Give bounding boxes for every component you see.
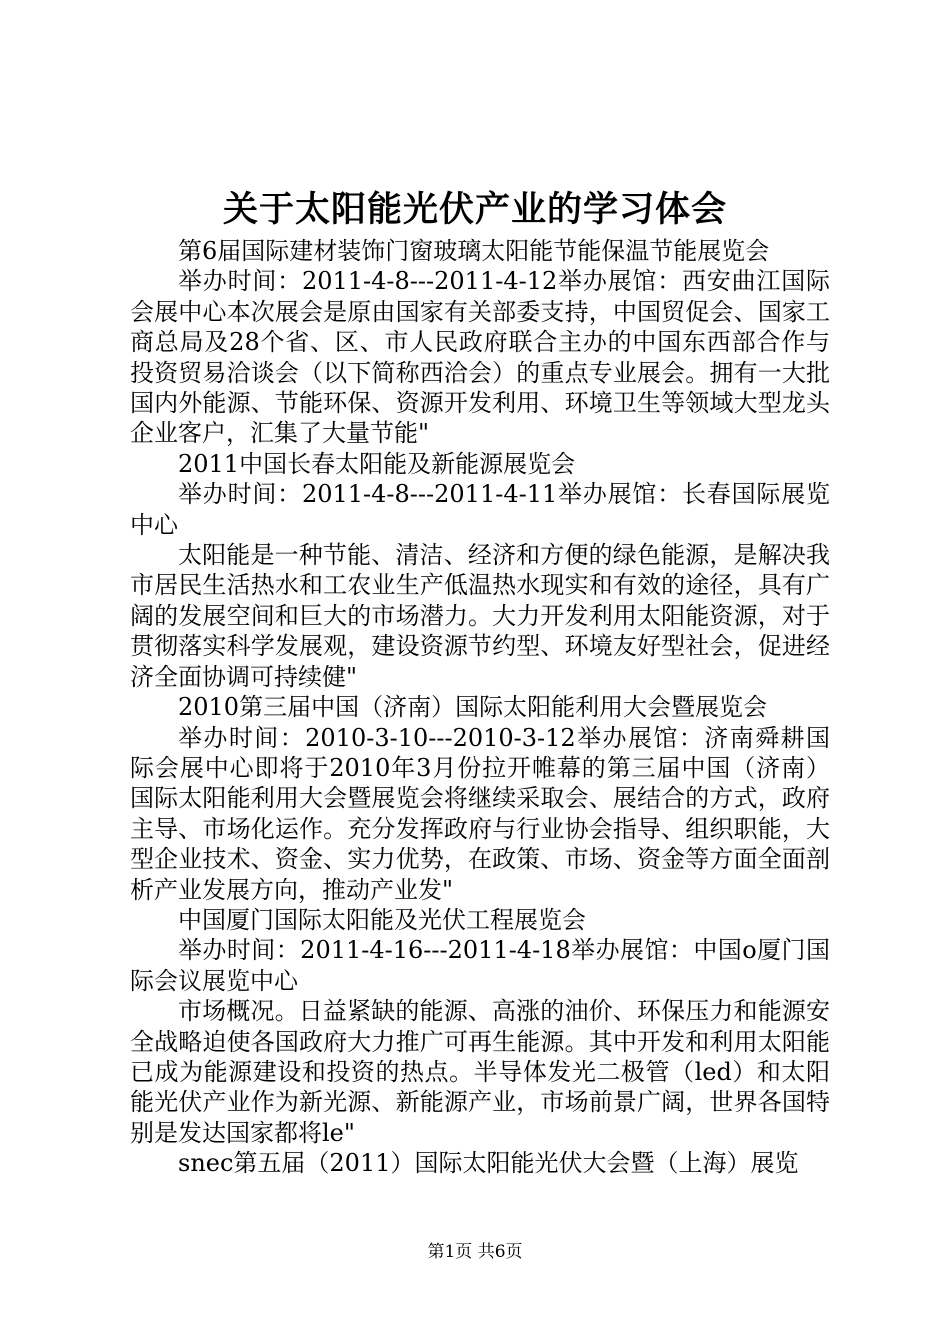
paragraph-exhibition-3-name: 2010第三届中国（济南）国际太阳能利用大会暨展览会 [178,693,768,722]
document-title: 关于太阳能光伏产业的学习体会 [222,189,727,230]
paragraph-exhibition-4-details: 举办时间：2011-4-16---2011-4-18举办展馆：中国o厦门国际会议展览中心 [130,936,830,995]
paragraph-exhibition-4-description: 市场概况。日益紧缺的能源、高涨的油价、环保压力和能源安全战略迫使各国政府大力推广可再生能源。其中开发和利用太阳能已成为能源建设和投资的热点。半导体发光二极管（led）和太阳能光伏产业作为新光源、新能源产业，市场前景广阔，世界各国特别是发达国家都将le" [130,997,830,1147]
paragraph-exhibition-2-description: 太阳能是一种节能、清洁、经济和方便的绿色能源，是解决我市居民生活热水和工农业生产低温热水现实和有效的途径，具有广阔的发展空间和巨大的市场潜力。大力开发利用太阳能资源，对于贯彻落实科学发展观，建设资源节约型、环境友好型社会，促进经济全面协调可持续健" [130,541,830,691]
paragraph-exhibition-1-details: 举办时间：2011-4-8---2011-4-12举办展馆：西安曲江国际会展中心本次展会是原由国家有关部委支持，中国贸促会、国家工商总局及28个省、区、市人民政府联合主办的中国东西部合作与投资贸易洽谈会（以下简称西洽会）的重点专业展会。拥有一大批国内外能源、节能环保、资源开发利用、环境卫生等领域大型龙头企业客户，汇集了大量节能" [130,267,830,448]
paragraph-exhibition-2-details: 举办时间：2011-4-8---2011-4-11举办展馆：长春国际展览中心 [130,480,830,539]
page-footer: 第1页 共6页 [427,1242,523,1262]
paragraph-exhibition-4-name: 中国厦门国际太阳能及光伏工程展览会 [178,905,586,934]
paragraph-exhibition-1-name: 第6届国际建材装饰门窗玻璃太阳能节能保温节能展览会 [178,237,770,265]
paragraph-exhibition-2-name: 2011中国长春太阳能及新能源展览会 [178,449,576,478]
paragraph-exhibition-3-details: 举办时间：2010-3-10---2010-3-12举办展馆：济南舜耕国际会展中心即将于2010年3月份拉开帷幕的第三届中国（济南）国际太阳能利用大会暨展览会将继续采取会、展结合的方式，政府主导、市场化运作。充分发挥政府与行业协会指导、组织职能，大型企业技术、资金、实力优势，在政策、市场、资金等方面全面剖析产业发展方向，推动产业发" [130,723,830,904]
document-body [130,236,830,1179]
paragraph-exhibition-5-name: snec第五届（2011）国际太阳能光伏大会暨（上海）展览 [178,1149,799,1178]
